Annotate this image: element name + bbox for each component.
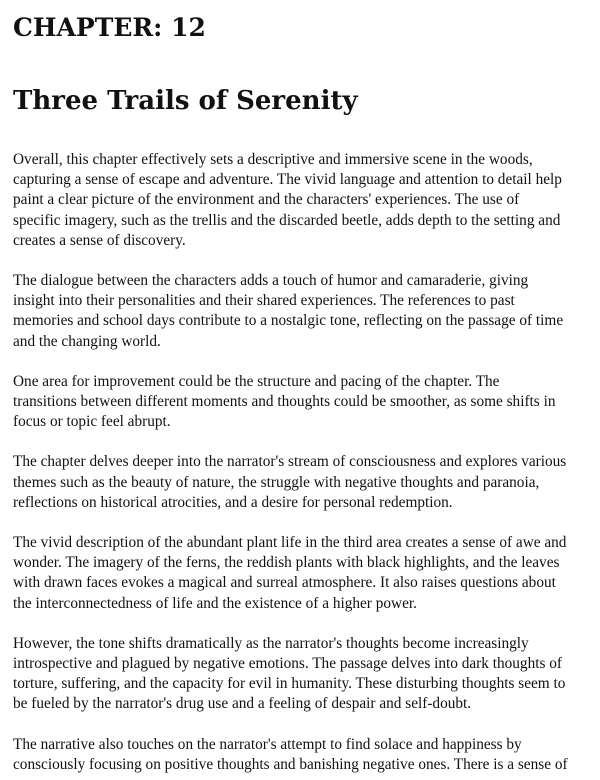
paragraph-line: capturing a sense of escape and adventure. The vivid language and attention to detail help (13, 171, 562, 189)
paragraph-line: transitions between different moments and thoughts could be smoother, as some shifts in (13, 393, 556, 411)
paragraph-line: be fueled by the narrator's drug use and a feeling of despair and self-doubt. (13, 695, 472, 713)
paragraph-line: One area for improvement could be the structure and pacing of the chapter. The (13, 372, 500, 390)
paragraph (13, 452, 593, 513)
paragraph (13, 372, 593, 433)
paragraph-line: memories and school days contribute to a nostalgic tone, reflecting on the passage of time (13, 312, 564, 330)
paragraph-line: The narrative also touches on the narrator's attempt to find solace and happiness by (13, 735, 522, 753)
paragraph (13, 735, 593, 775)
paragraph-line: The dialogue between the characters adds a touch of humor and camaraderie, giving (13, 272, 529, 290)
chapter-title: Three Trails of Serenity (13, 86, 358, 116)
paragraph-line: torture, suffering, and the capacity for evil in humanity. These disturbing thoughts seem to (13, 675, 566, 693)
paragraph-line: wonder. The imagery of the ferns, the reddish plants with black highlights, and the leaves (13, 554, 560, 572)
paragraph-line: themes such as the beauty of nature, the struggle with negative thoughts and paranoia, (13, 473, 540, 491)
paragraph-line: creates a sense of discovery. (13, 231, 186, 249)
paragraph (13, 533, 593, 614)
paragraph-line: introspective and plagued by negative emotions. The passage delves into dark thoughts of (13, 655, 562, 673)
paragraph-line: However, the tone shifts dramatically as the narrator's thoughts become increasingly (13, 634, 529, 652)
paragraph-line: The chapter delves deeper into the narrator's stream of consciousness and explores various (13, 453, 567, 471)
paragraph (13, 634, 593, 715)
document-page (13, 0, 593, 780)
paragraph-line: specific imagery, such as the trellis and the discarded beetle, adds depth to the setting and (13, 211, 561, 229)
paragraph-line: insight into their personalities and their shared experiences. The references to past (13, 292, 515, 310)
chapter-body (13, 150, 593, 780)
paragraph-line: The vivid description of the abundant plant life in the third area creates a sense of awe and (13, 534, 567, 552)
paragraph-line: focus or topic feel abrupt. (13, 413, 171, 431)
chapter-label: CHAPTER: 12 (13, 13, 206, 42)
paragraph (13, 150, 593, 251)
paragraph-line: consciously focusing on positive thoughts and banishing negative ones. There is a sense of (13, 755, 568, 773)
paragraph-line: and the changing world. (13, 332, 161, 350)
paragraph-line: the interconnectedness of life and the existence of a higher power. (13, 594, 417, 612)
paragraph-line: paint a clear picture of the environment and the characters' experiences. The use of (13, 191, 520, 209)
paragraph-line: reflections on historical atrocities, and a desire for personal redemption. (13, 493, 453, 511)
paragraph (13, 271, 593, 352)
paragraph-line: with drawn faces evokes a magical and surreal atmosphere. It also raises questions about (13, 574, 556, 592)
paragraph-line: Overall, this chapter effectively sets a descriptive and immersive scene in the woods, (13, 151, 533, 168)
